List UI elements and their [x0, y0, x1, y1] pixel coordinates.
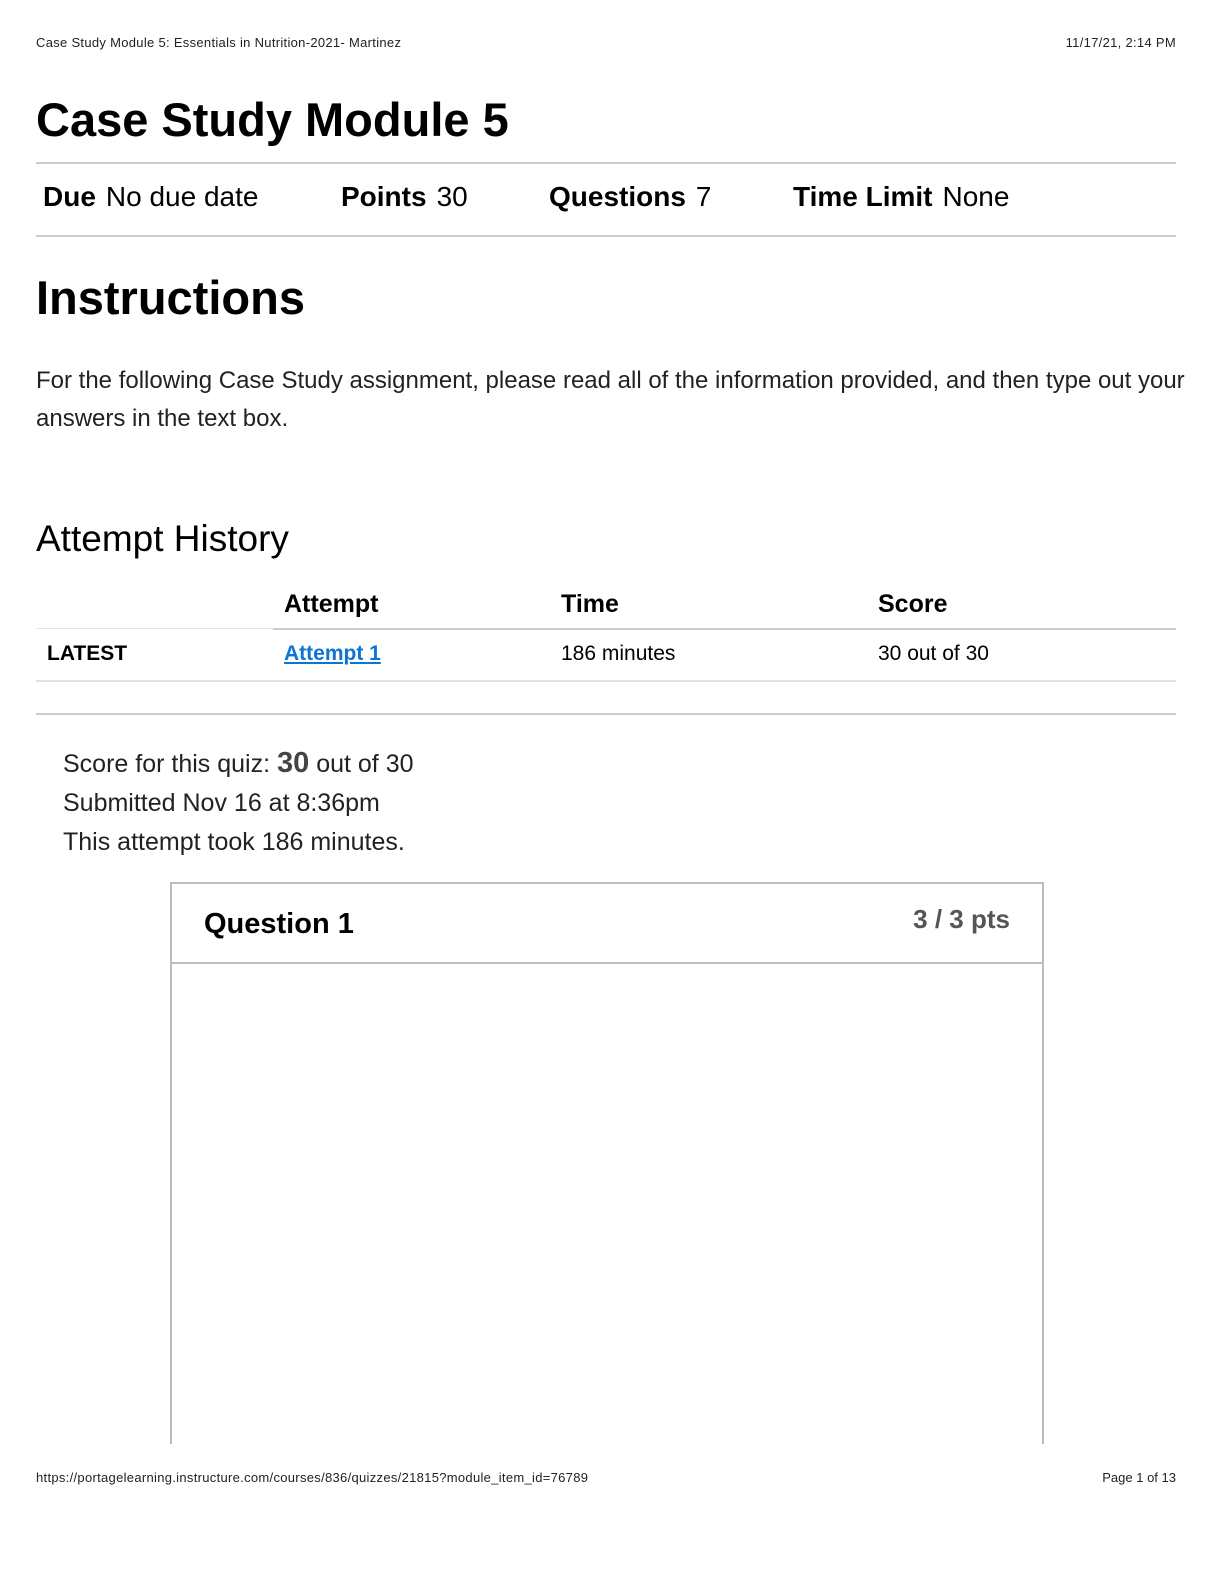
- print-footer-url: https://portagelearning.instructure.com/courses/836/quizzes/21815?module_item_id=76789: [36, 1470, 589, 1485]
- meta-time-limit: [793, 181, 1009, 213]
- meta-time-limit-label: Time Limit: [793, 181, 933, 212]
- column-header-attempt: Attempt: [284, 590, 379, 618]
- quiz-summary: [63, 744, 414, 862]
- question-title: Question 1: [204, 908, 354, 940]
- print-header-title: Case Study Module 5: Essentials in Nutrition-2021- Martinez: [36, 35, 402, 50]
- meta-points: [341, 181, 468, 213]
- score-value: 30: [276, 747, 310, 779]
- attempt-1-link[interactable]: Attempt 1: [284, 642, 381, 665]
- divider: [273, 628, 1176, 630]
- instructions-heading: Instructions: [36, 271, 305, 324]
- divider: [36, 680, 1176, 682]
- attempt-score: 30 out of 30: [878, 642, 989, 665]
- question-card: [170, 882, 1044, 1444]
- meta-due: [43, 181, 258, 213]
- divider: [36, 628, 273, 629]
- meta-questions-value: 7: [695, 181, 712, 212]
- meta-due-value: No due date: [105, 181, 259, 212]
- duration-line: This attempt took 186 minutes.: [63, 828, 405, 856]
- divider: [36, 713, 1176, 715]
- page-title: Case Study Module 5: [36, 93, 509, 146]
- column-header-score: Score: [878, 590, 948, 618]
- print-header-datetime: 11/17/21, 2:14 PM: [1065, 35, 1176, 50]
- score-line: [63, 744, 414, 784]
- meta-points-label: Points: [341, 181, 427, 212]
- meta-due-label: Due: [43, 181, 96, 212]
- divider: [36, 162, 1176, 164]
- attempt-history-heading: Attempt History: [36, 518, 289, 559]
- score-prefix: Score for this quiz:: [63, 750, 277, 778]
- attempt-time: 186 minutes: [561, 642, 676, 665]
- divider: [36, 235, 1176, 237]
- score-suffix: out of 30: [309, 750, 414, 778]
- question-header: [172, 884, 1042, 964]
- meta-time-limit-value: None: [942, 181, 1010, 212]
- quiz-meta: [43, 181, 1173, 221]
- meta-questions: [549, 181, 712, 213]
- instructions-text: For the following Case Study assignment, please read all of the information provided, and then type out your answers in the text box.: [36, 367, 1185, 432]
- meta-points-value: 30: [436, 181, 468, 212]
- latest-tag: LATEST: [47, 642, 128, 665]
- meta-questions-label: Questions: [549, 181, 686, 212]
- print-footer-page: Page 1 of 13: [1102, 1470, 1176, 1485]
- submitted-line: Submitted Nov 16 at 8:36pm: [63, 789, 380, 817]
- column-header-time: Time: [561, 590, 619, 618]
- question-points: 3 / 3 pts: [913, 904, 1010, 934]
